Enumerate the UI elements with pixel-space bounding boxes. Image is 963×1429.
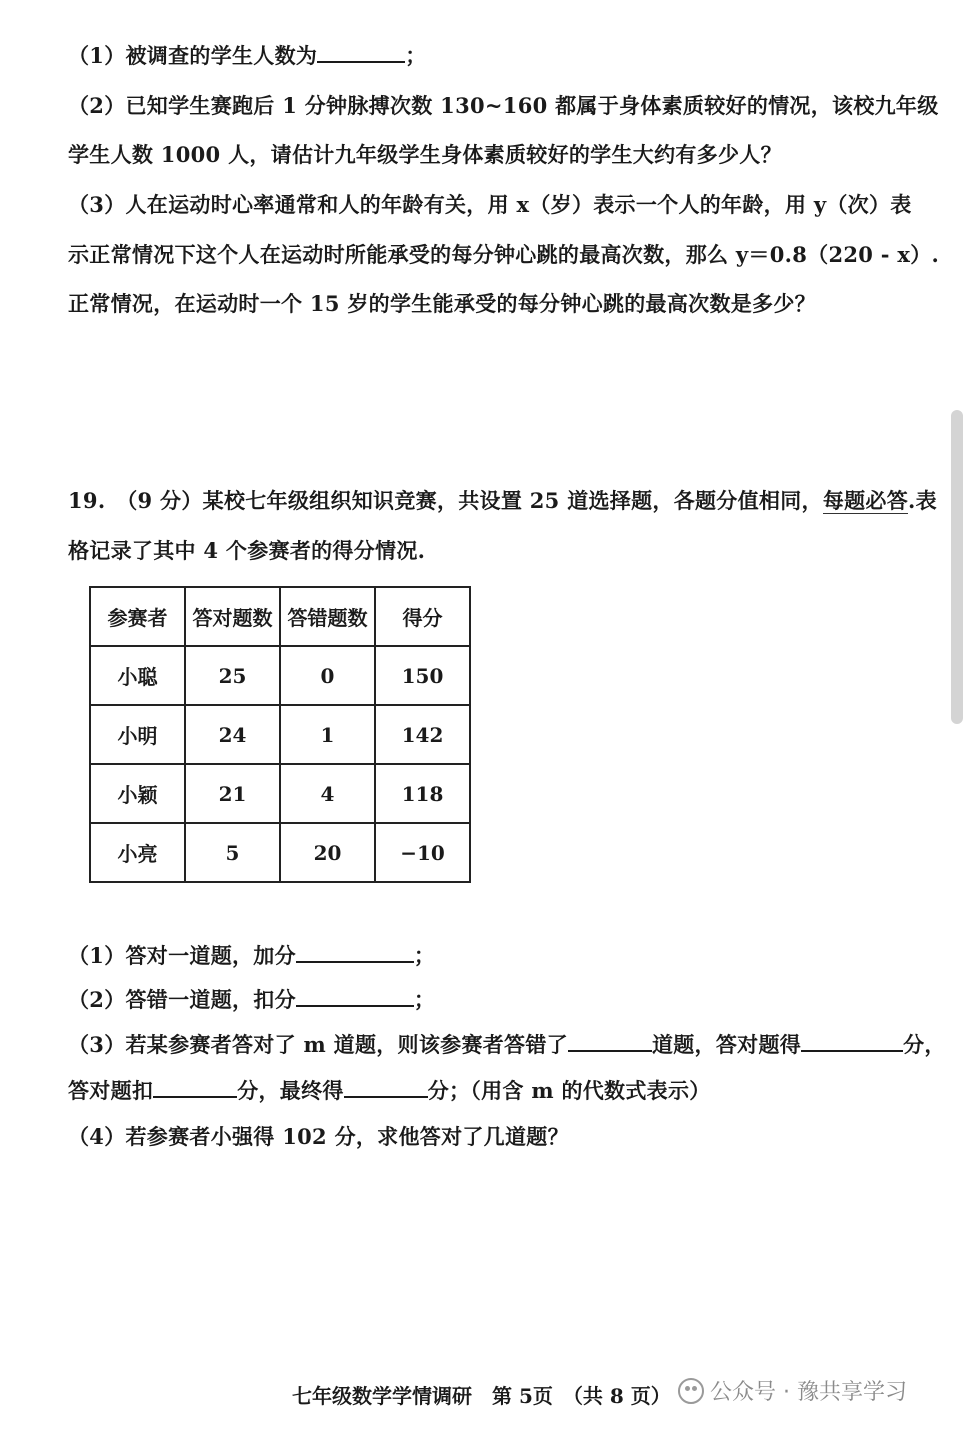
punct: ；: [405, 43, 427, 68]
answer-blank: [568, 1030, 652, 1052]
wechat-icon: [678, 1378, 704, 1404]
q18-part3-line2: 示正常情况下这个人在运动时所能承受的每分钟心跳的最高次数，那么 y＝0.8（220 - x）.: [68, 242, 940, 267]
q19-intro-line2: 格记录了其中 4 个参赛者的得分情况.: [68, 538, 426, 563]
table-cell: 0: [280, 646, 375, 705]
table-row: [90, 823, 470, 882]
score-table: [89, 586, 471, 883]
watermark-text: 公众号 · 豫共享学习: [710, 1380, 907, 1405]
table-header: 答对题数: [185, 587, 280, 646]
table-cell: 142: [375, 705, 470, 764]
q18-part3-line3: 正常情况，在运动时一个 15 岁的学生能承受的每分钟心跳的最高次数是多少？: [68, 291, 816, 316]
q19-part2: [68, 984, 435, 1014]
table-row: [90, 764, 470, 823]
q19-intro-line1: [68, 485, 937, 515]
table-cell: 21: [185, 764, 280, 823]
q19-part3-text: 分，: [903, 1032, 946, 1057]
table-cell: 24: [185, 705, 280, 764]
answer-blank: [153, 1076, 237, 1098]
q19-part3-text: （3）若某参赛者答对了 m 道题，则该参赛者答错了: [68, 1032, 568, 1057]
q19-part3-text: 道题，答对题得: [651, 1032, 802, 1057]
q19-part3-text: 分，最终得: [237, 1078, 344, 1103]
answer-blank: [296, 941, 414, 963]
answer-blank: [317, 41, 405, 63]
q19-part2-text: （2）答错一道题，扣分: [68, 987, 296, 1012]
table-header: 得分: [375, 587, 470, 646]
answer-blank: [296, 985, 414, 1007]
q18-part3-line1: （3）人在运动时心率通常和人的年龄有关，用 x（岁）表示一个人的年龄，用 y（次）表: [68, 192, 912, 217]
punct: ；: [413, 943, 436, 968]
table-cell: −10: [375, 823, 470, 882]
table-header-row: [90, 587, 470, 646]
table-cell: 150: [375, 646, 470, 705]
answer-blank: [344, 1076, 428, 1098]
table-row: [90, 646, 470, 705]
q19-part3-text: 答对题扣: [68, 1078, 154, 1103]
table-cell: 小亮: [90, 823, 185, 882]
watermark: [678, 1375, 907, 1406]
table-cell: 小聪: [90, 646, 185, 705]
table-cell: 4: [280, 764, 375, 823]
q19-part3-line1: [68, 1029, 946, 1059]
q18-part2-line2: 学生人数 1000 人，请估计九年级学生身体素质较好的学生大约有多少人？: [68, 142, 782, 167]
q19-part4: （4）若参赛者小强得 102 分，求他答对了几道题？: [68, 1124, 569, 1149]
q18-part2-line1: （2）已知学生赛跑后 1 分钟脉搏次数 130~160 都属于身体素质较好的情况，该校九年级: [68, 93, 939, 118]
q19-part3-line2: [68, 1075, 711, 1105]
table-cell: 小明: [90, 705, 185, 764]
punct: ；: [413, 987, 436, 1012]
table-cell: 20: [280, 823, 375, 882]
table-header: 参赛者: [90, 587, 185, 646]
table-cell: 118: [375, 764, 470, 823]
table-cell: 1: [280, 705, 375, 764]
table-cell: 小颖: [90, 764, 185, 823]
table-cell: 25: [185, 646, 280, 705]
scrollbar[interactable]: [951, 410, 963, 724]
answer-blank: [801, 1030, 903, 1052]
page-footer: 七年级数学学情调研 第 5页 （共 8 页）: [292, 1384, 671, 1408]
q19-intro-text: 19. （9 分）某校七年级组织知识竞赛，共设置 25 道选择题，各题分值相同，: [68, 488, 823, 513]
table-row: [90, 705, 470, 764]
q19-intro-end: .表: [908, 488, 937, 513]
q19-part3-text: 分；（用含 m 的代数式表示）: [427, 1078, 711, 1103]
q18-part1-text: （1）被调查的学生人数为: [68, 43, 318, 68]
q18-part1: [68, 40, 427, 70]
q19-part1: [68, 940, 435, 970]
table-header: 答错题数: [280, 587, 375, 646]
q19-part1-text: （1）答对一道题，加分: [68, 943, 296, 968]
emphasis-text: 每题必答: [822, 488, 909, 513]
table-cell: 5: [185, 823, 280, 882]
